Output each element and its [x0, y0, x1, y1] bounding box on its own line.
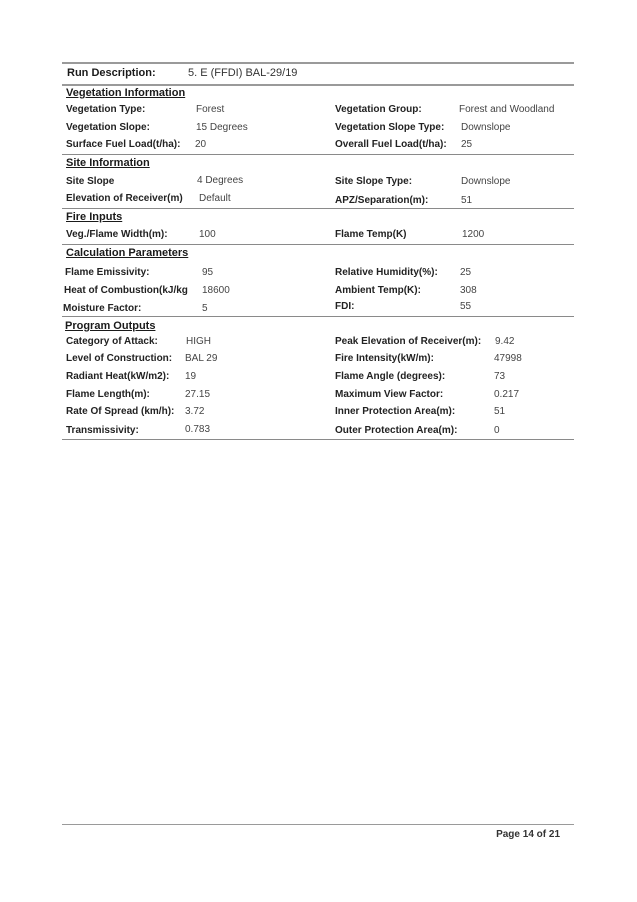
elevation-of-receiver-label: Elevation of Receiver(m): [66, 193, 183, 204]
flame-length-label: Flame Length(m):: [66, 389, 150, 400]
maximum-view-factor-label: Maximum View Factor:: [335, 389, 444, 400]
vegetation-rule: [62, 154, 574, 155]
ambient-temp-label: Ambient Temp(K):: [335, 285, 421, 296]
program-outputs-heading: Program Outputs: [65, 320, 156, 332]
site-slope-type-label: Site Slope Type:: [335, 176, 413, 187]
transmissivity-label: Transmissivity:: [66, 425, 139, 436]
page-number: Page 14 of 21: [496, 829, 560, 840]
vegetation-slope-type-value: Downslope: [461, 122, 511, 133]
fire-intensity-value: 47998: [494, 353, 522, 364]
radiant-heat-label: Radiant Heat(kW/m2):: [66, 371, 170, 382]
vegetation-type-value: Forest: [196, 104, 225, 115]
rate-of-spread-label: Rate Of Spread (km/h):: [66, 406, 175, 417]
footer-rule: [62, 824, 574, 825]
flame-length-value: 27.15: [185, 389, 211, 400]
site-rule: [62, 208, 574, 209]
transmissivity-value: 0.783: [185, 424, 211, 435]
flame-emissivity-label: Flame Emissivity:: [65, 267, 150, 278]
flame-width-value: 100: [199, 229, 216, 240]
inner-protection-area-value: 51: [494, 406, 506, 417]
vegetation-slope-label: Vegetation Slope:: [66, 122, 150, 133]
calculation-heading: Calculation Parameters: [66, 247, 189, 259]
vegetation-slope-value: 15 Degrees: [196, 122, 248, 133]
elevation-of-receiver-value: Default: [199, 193, 231, 204]
run-description-value: 5. E (FFDI) BAL-29/19: [188, 67, 298, 79]
calculation-rule: [62, 316, 574, 317]
category-of-attack-value: HIGH: [186, 336, 211, 347]
level-of-construction-label: Level of Construction:: [66, 353, 173, 364]
surface-fuel-load-value: 20: [195, 139, 207, 150]
overall-fuel-load-value: 25: [461, 139, 473, 150]
relative-humidity-label: Relative Humidity(%):: [335, 267, 438, 278]
relative-humidity-value: 25: [460, 267, 472, 278]
category-of-attack-label: Category of Attack:: [66, 336, 158, 347]
run-description-label: Run Description:: [67, 67, 156, 79]
inner-protection-area-label: Inner Protection Area(m):: [335, 406, 456, 417]
radiant-heat-value: 19: [185, 371, 197, 382]
surface-fuel-load-label: Surface Fuel Load(t/ha):: [66, 139, 181, 150]
outer-protection-area-label: Outer Protection Area(m):: [335, 425, 458, 436]
outputs-rule: [62, 439, 574, 440]
fire-inputs-rule: [62, 244, 574, 245]
fdi-value: 55: [460, 301, 472, 312]
ambient-temp-value: 308: [460, 285, 477, 296]
moisture-factor-label: Moisture Factor:: [63, 303, 142, 314]
fire-inputs-heading: Fire Inputs: [66, 211, 123, 223]
site-slope-label: Site Slope: [66, 176, 115, 187]
top-rule: [62, 62, 574, 64]
flame-temp-label: Flame Temp(K): [335, 229, 407, 240]
flame-temp-value: 1200: [462, 229, 485, 240]
vegetation-slope-type-label: Vegetation Slope Type:: [335, 122, 445, 133]
apz-separation-value: 51: [461, 195, 473, 206]
flame-emissivity-value: 95: [202, 267, 214, 278]
flame-angle-value: 73: [494, 371, 506, 382]
heat-of-combustion-value: 18600: [202, 285, 230, 296]
flame-angle-label: Flame Angle (degrees):: [335, 371, 446, 382]
site-heading: Site Information: [66, 157, 150, 169]
rate-of-spread-value: 3.72: [185, 406, 205, 417]
level-of-construction-value: BAL 29: [185, 353, 218, 364]
fire-intensity-label: Fire Intensity(kW/m):: [335, 353, 434, 364]
flame-width-label: Veg./Flame Width(m):: [66, 229, 168, 240]
run-rule: [62, 84, 574, 86]
moisture-factor-value: 5: [202, 303, 208, 314]
vegetation-group-label: Vegetation Group:: [335, 104, 422, 115]
peak-elevation-value: 9.42: [495, 336, 515, 347]
apz-separation-label: APZ/Separation(m):: [335, 195, 429, 206]
peak-elevation-label: Peak Elevation of Receiver(m):: [335, 336, 482, 347]
overall-fuel-load-label: Overall Fuel Load(t/ha):: [335, 139, 447, 150]
maximum-view-factor-value: 0.217: [494, 389, 520, 400]
site-slope-value: 4 Degrees: [197, 175, 244, 186]
vegetation-type-label: Vegetation Type:: [66, 104, 146, 115]
vegetation-heading: Vegetation Information: [66, 87, 186, 99]
site-slope-type-value: Downslope: [461, 176, 511, 187]
vegetation-group-value: Forest and Woodland: [459, 104, 555, 115]
fdi-label: FDI:: [335, 301, 355, 312]
outer-protection-area-value: 0: [494, 425, 500, 436]
heat-of-combustion-label: Heat of Combustion(kJ/kg: [64, 285, 188, 296]
